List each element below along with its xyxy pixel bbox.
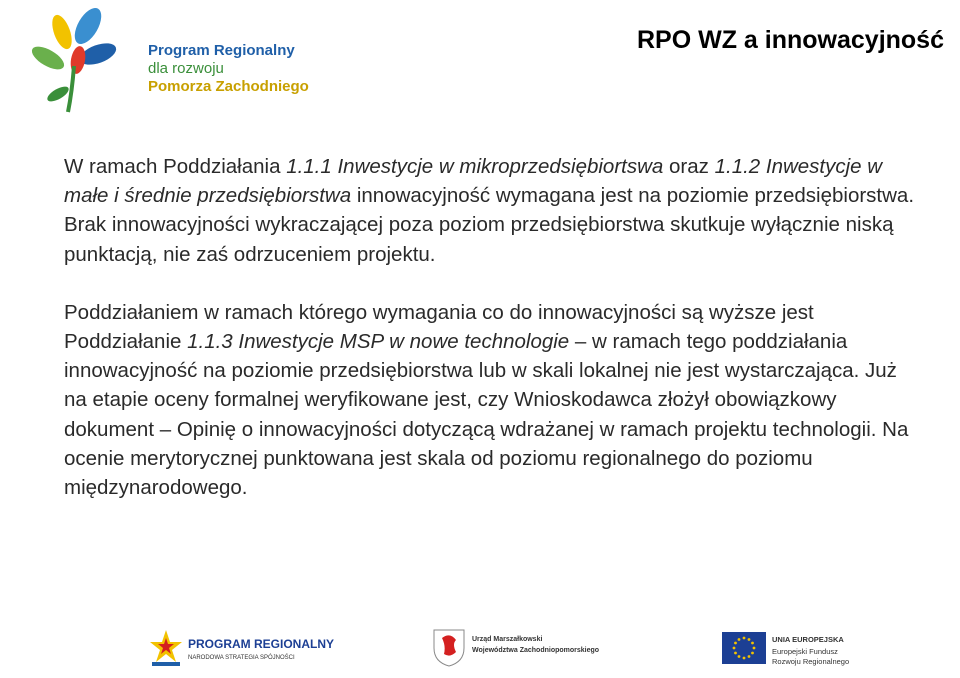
footer-logo-3-line-3: Rozwoju Regionalnego (772, 657, 850, 666)
content-body (64, 152, 924, 531)
paragraph-2 (64, 298, 924, 502)
footer-logo-1-line-2: NARODOWA STRATEGIA SPÓJNOŚCI (188, 655, 295, 661)
footer-logo-3-line-2: Europejski Fundusz (772, 647, 838, 656)
program-regionalny-flower-logo (26, 4, 126, 116)
eu-flag-icon (722, 632, 766, 664)
footer-logo-2-line-1: Urząd Marszałkowski (472, 636, 543, 643)
p1-text-1: W ramach Poddziałania (64, 155, 287, 178)
p2-text-1: Poddziałaniem w ramach którego wymagania co do innowacyjności są wyższe jest Poddziałanie (64, 300, 814, 354)
footer-logo-3-line-1: UNIA EUROPEJSKA (772, 635, 844, 644)
logo-line-2: dla rozwoju (148, 60, 224, 77)
page-title: RPO WZ a innowacyjność (637, 26, 944, 54)
footer-logo-1-line-1: PROGRAM REGIONALNY (188, 637, 335, 651)
p1-text-3: innowacyjność wymagana jest na poziomie przedsiębiorstwa. Brak innowacyjności wykraczającej poza poziom przedsiębiorstwa skutkuje wyłącznie niską punktacją, nie zaś odrzuceniem projektu. (64, 184, 915, 266)
p2-text-2: – w ramach tego poddziałania innowacyjność na poziomie przedsiębiorstwa lub w skali lokalnej nie jest wystarczająca. Już na etapie oceny formalnej weryfikowane jest, czy Wnioskodawca złożył obowiązkowy dokument – Opinię o innowacyjności dotyczącą wdrażanej w ramach projektu technologii. Na ocenie merytorycznej punktowana jest skala od poziomu regionalnego do poziomu międzynarodowego. (64, 330, 909, 500)
griffin-coat-of-arms-icon (432, 628, 466, 668)
paragraph-1 (64, 152, 924, 269)
footer-logo-2-line-2: Województwa Zachodniopomorskiego (472, 647, 600, 654)
program-regionalny-star-logo (150, 628, 182, 668)
p2-measure-1-1-3: 1.1.3 Inwestycje MSP w nowe technologie (187, 330, 570, 354)
p1-measure-1-1-2: 1.1.2 Inwestycje w małe i średnie przedsiębiorstwa (64, 155, 883, 208)
p1-measure-1-1-1: 1.1.1 Inwestycje w mikroprzedsiębiortswa (286, 155, 664, 178)
program-regionalny-logo (26, 4, 316, 116)
footer-logos (0, 614, 960, 678)
logo-line-1: Program Regionalny (148, 42, 295, 59)
p1-text-2: oraz (663, 155, 715, 178)
logo-line-3: Pomorza Zachodniego (148, 78, 309, 95)
